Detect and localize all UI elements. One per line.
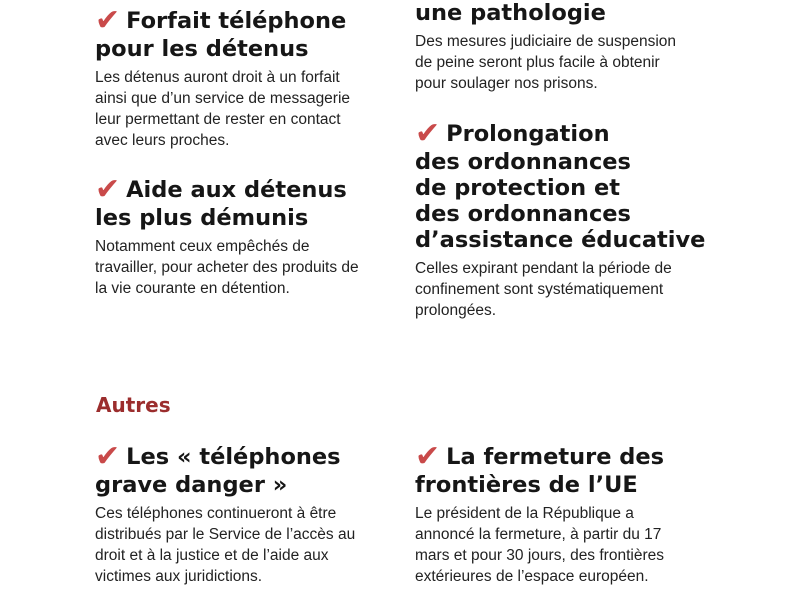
item-title: ✔ Prolongation des ordonnances de protection et des ordonnances d’assistance éducative — [415, 116, 706, 253]
checkmark-icon: ✔ — [415, 116, 441, 151]
item-body: Le président de la République a annoncé la fermeture, à partir du 17 mars et pour 30 jours, des frontières extérieures de l’espace européen. — [415, 505, 664, 585]
checkmark-icon: ✔ — [95, 439, 121, 474]
item-prolongation — [415, 116, 706, 321]
item-body: Les détenus auront droit à un forfait ainsi que d’un service de messagerie leur permettant de rester en contact avec leurs proches. — [95, 69, 351, 149]
item-title: une pathologie — [415, 0, 606, 26]
checkmark-icon: ✔ — [95, 172, 121, 207]
item-title: ✔ Les « téléphones grave danger » — [95, 439, 341, 498]
item-body: Des mesures judiciaire de suspension de peine seront plus facile à obtenir pour soulager nos prisons. — [415, 33, 677, 92]
item-body: Ces téléphones continueront à être distribués par le Service de l’accès au droit et à la justice et de l’aide aux victimes aux juridictions. — [95, 505, 356, 585]
item-fermeture-frontieres — [415, 439, 665, 587]
checkmark-icon: ✔ — [95, 3, 121, 38]
item-telephones-grave-danger — [95, 439, 356, 587]
item-aide-detenus — [95, 172, 359, 299]
section-title-autres: Autres — [96, 393, 171, 417]
item-body: Celles expirant pendant la période de confinement sont systématiquement prolongées. — [415, 260, 672, 319]
item-title: ✔ La fermeture des frontières de l’UE — [415, 439, 665, 498]
checkmark-icon: ✔ — [415, 439, 441, 474]
item-body: Notamment ceux empêchés de travailler, pour acheter des produits de la vie courante en détention. — [95, 238, 359, 297]
item-title: ✔ Forfait téléphone pour les détenus — [95, 3, 347, 62]
item-forfait-telephone — [95, 3, 351, 151]
item-title: ✔ Aide aux détenus les plus démunis — [95, 172, 347, 231]
item-pathologie — [415, 0, 676, 94]
